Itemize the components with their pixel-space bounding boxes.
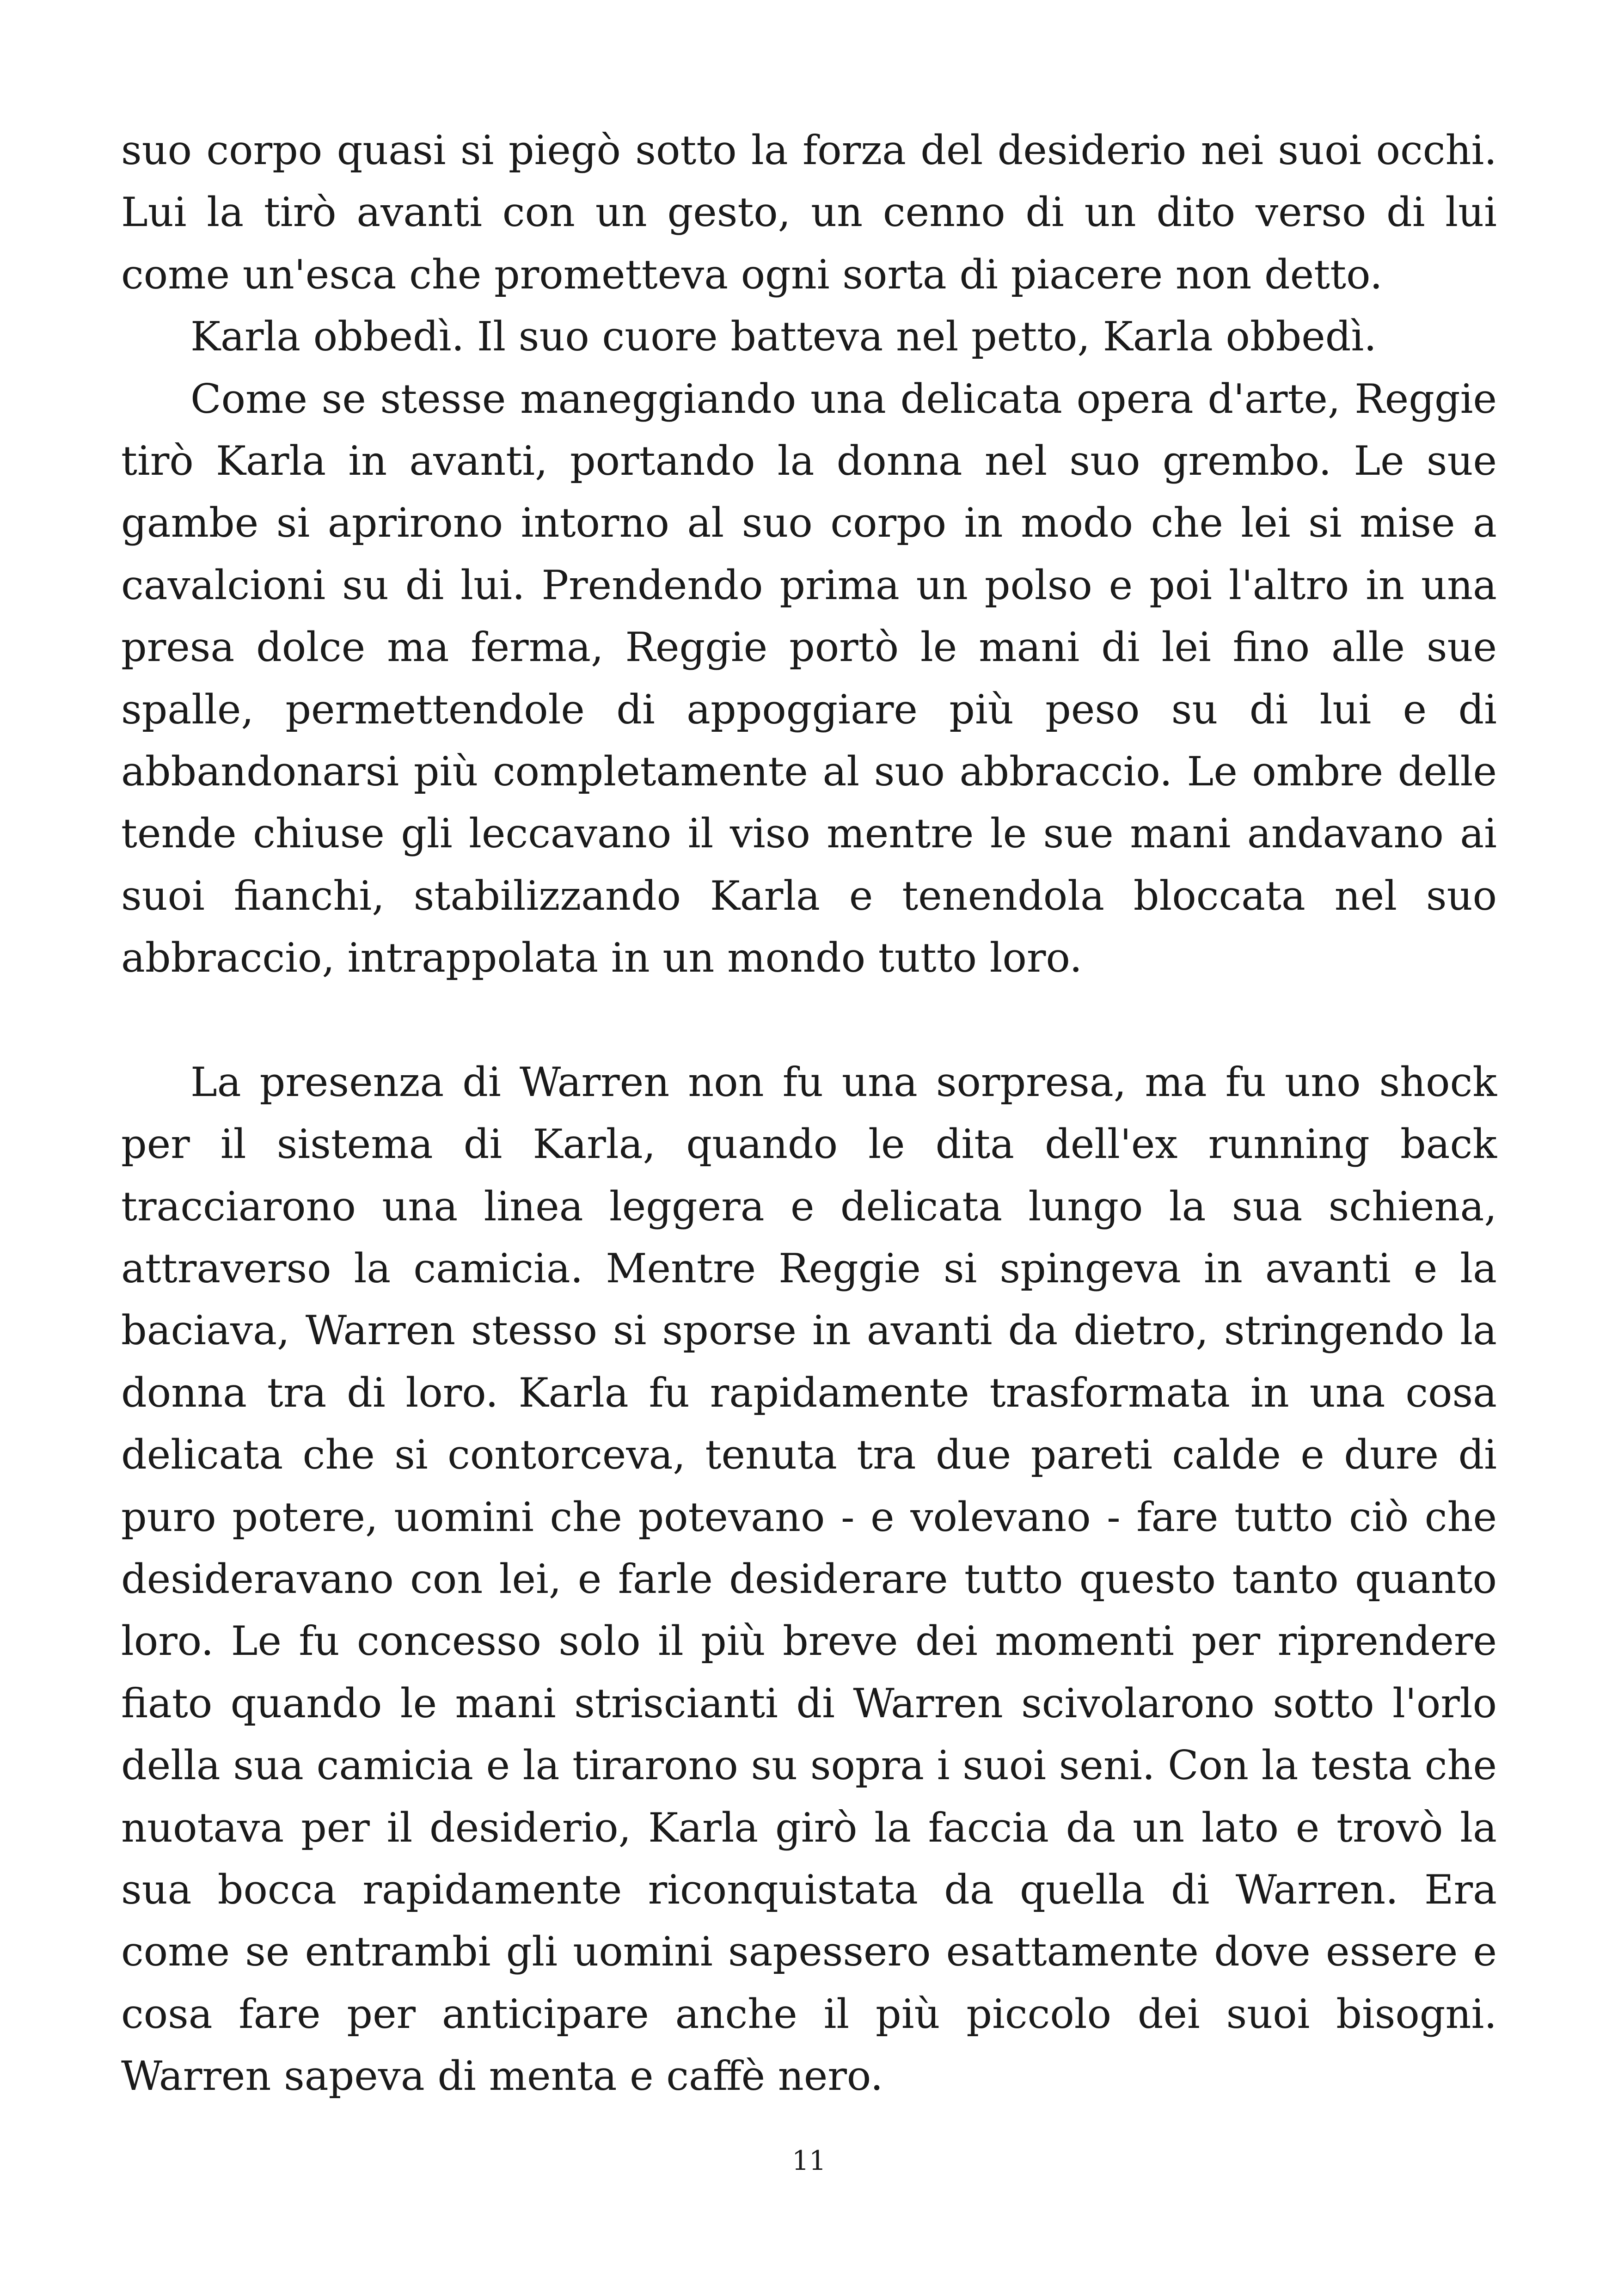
paragraph-continuation: suo corpo quasi si piegò sotto la forza del desiderio nei suoi occhi. Lui la tirò avanti con un gesto, un cenno di un dito verso di lui come un'esca che prometteva ogni sorta di piacere non detto. (121, 127, 1497, 298)
body-text (121, 119, 1497, 2107)
page-number: 11 (792, 2145, 826, 2176)
paragraph: La presenza di Warren non fu una sorpresa, ma fu uno shock per il sistema di Karla, quando le dita dell'ex running back tracciarono una linea leggera e delicata lungo la sua schiena, attraverso la camicia. Mentre Reggie si spingeva in avanti e la baciava, Warren stesso si sporse in avanti da dietro, stringendo la donna tra di loro. Karla fu rapidamente trasformata in una cosa delicata che si contorceva, tenuta tra due pareti calde e dure di puro potere, uomini che potevano - e volevano - fare tutto ciò che desideravano con lei, e farle desiderare tutto questo tanto quanto loro. Le fu concesso solo il più breve dei momenti per riprendere fiato quando le mani striscianti di Warren scivolarono sotto l'orlo della sua camicia e la tirarono su sopra i suoi seni. Con la testa che nuotava per il desiderio, Karla girò la faccia da un lato e trovò la sua bocca rapidamente riconquistata da quella di Warren. Era come se entrambi gli uomini sapessero esattamente dove essere e cosa fare per anticipare anche il più piccolo dei suoi bisogni. Warren sapeva di menta e caffè nero. (121, 1058, 1497, 2100)
paragraph: Come se stesse maneggiando una delicata opera d'arte, Reggie tirò Karla in avanti, portando la donna nel suo grembo. Le sue gambe si aprirono intorno al suo corpo in modo che lei si mise a cavalcioni su di lui. Prendendo prima un polso e poi l'altro in una presa dolce ma ferma, Reggie portò le mani di lei fino alle sue spalle, permettendole di appoggiare più peso su di lui e di abbandonarsi più completamente al suo abbraccio. Le ombre delle tende chiuse gli leccavano il viso mentre le sue mani andavano ai suoi fianchi, stabilizzando Karla e tenendola bloccata nel suo abbraccio, intrappolata in un mondo tutto loro. (121, 375, 1497, 982)
paragraph: Karla obbedì. Il suo cuore batteva nel petto, Karla obbedì. (190, 313, 1377, 361)
section-break (121, 989, 1497, 1051)
